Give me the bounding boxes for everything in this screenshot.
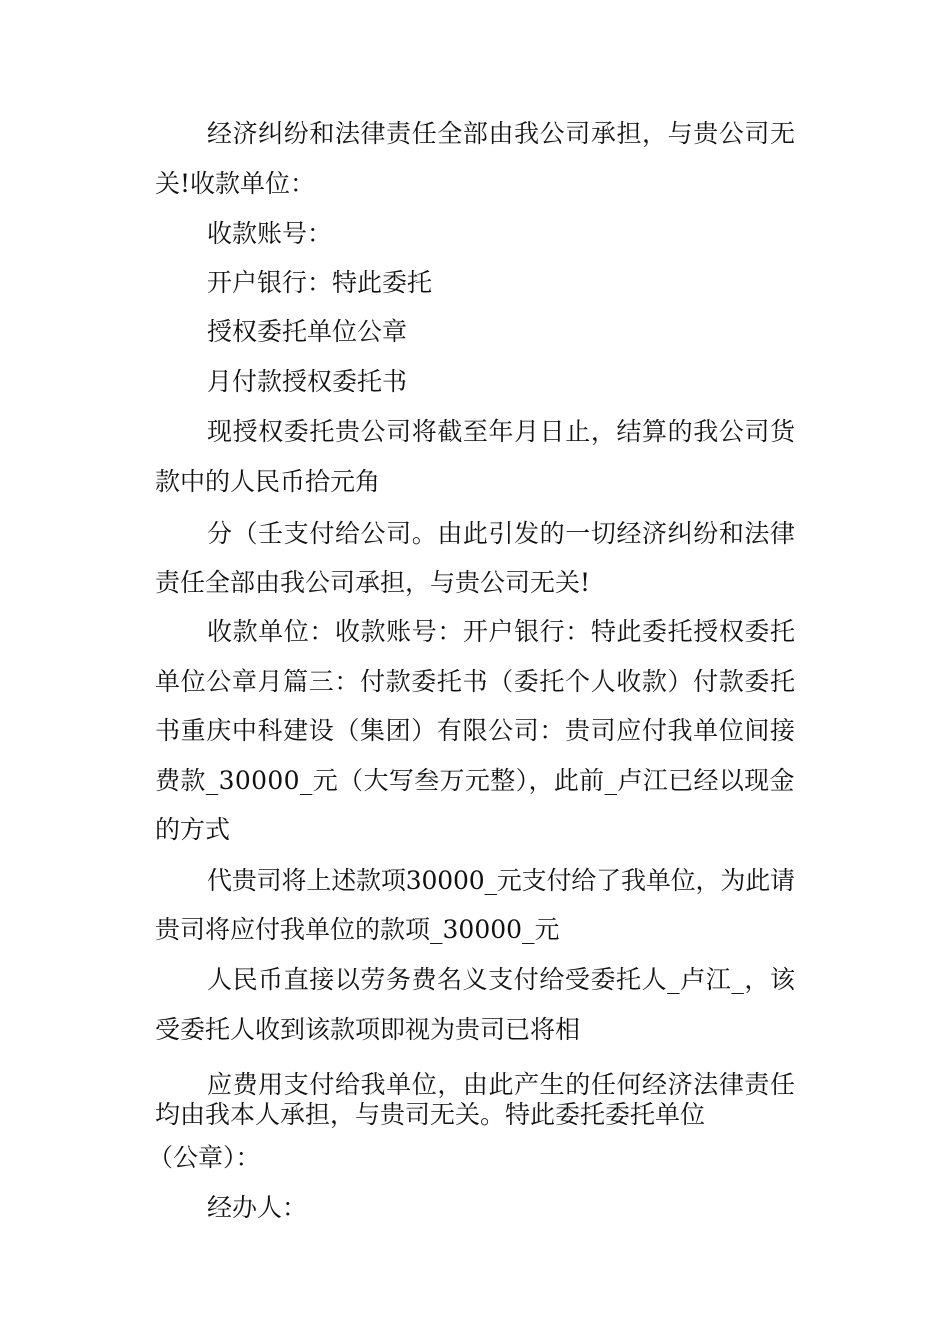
text-line: 月付款授权委托书 <box>207 367 408 396</box>
text-line: 单位公章月篇三：付款委托书（委托个人收款）付款委托 <box>155 667 796 696</box>
text-line: 关!收款单位： <box>155 169 316 198</box>
text-line: 责任全部由我公司承担，与贵公司无关! <box>155 568 591 597</box>
text-line: 贵司将应付我单位的款项_30000_元 <box>155 915 560 944</box>
text-line: 经济纠纷和法律责任全部由我公司承担，与贵公司无 <box>207 119 796 148</box>
text-line: 分（壬支付给公司。由此引发的一切经济纠纷和法律 <box>207 519 796 548</box>
text-line: 的方式 <box>155 815 231 844</box>
text-line: 收款账号： <box>207 219 333 248</box>
text-line: 费款_30000_元（大写叁万元整），此前_卢江已经以现金 <box>155 766 795 795</box>
text-line: 款中的人民币拾元角 <box>155 467 381 496</box>
text-line: 书重庆中科建设（集团）有限公司：贵司应付我单位间接 <box>155 716 796 745</box>
text-line: 应费用支付给我单位，由此产生的任何经济法律责任 <box>207 1070 796 1099</box>
text-line: 代贵司将上述款项30000_元支付给了我单位，为此请 <box>207 866 795 895</box>
text-line: 授权委托单位公章 <box>207 317 408 346</box>
text-line: 均由我本人承担，与贵司无关。特此委托委托单位 <box>155 1100 706 1129</box>
text-line: 经办人： <box>207 1193 308 1222</box>
text-line: 现授权委托贵公司将截至年月日止，结算的我公司货 <box>207 417 796 446</box>
text-line: 开户银行：特此委托 <box>207 268 433 297</box>
text-line: 收款单位：收款账号：开户银行：特此委托授权委托 <box>207 617 796 646</box>
text-line: （公章）： <box>148 1143 261 1172</box>
text-line: 受委托人收到该款项即视为贵司已将相 <box>155 1015 581 1044</box>
text-line: 人民币直接以劳务费名义支付给受委托人_卢江_，该 <box>207 965 796 994</box>
